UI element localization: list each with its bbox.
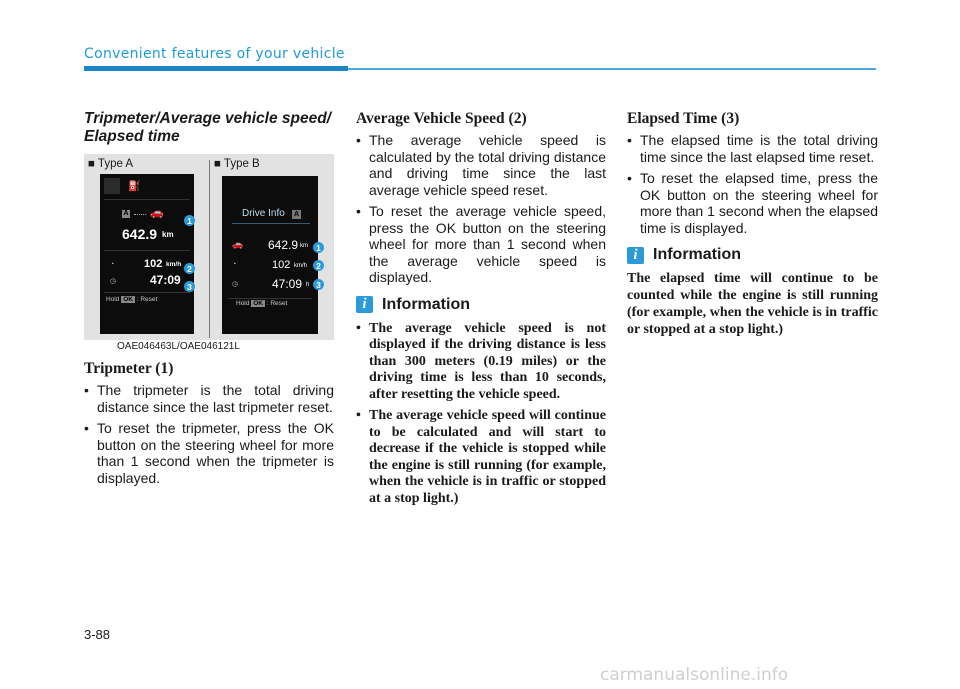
car-icon: 🚗 <box>232 239 244 249</box>
callout-badge-3: 3 <box>184 281 195 292</box>
callout-badge-2: 2 <box>313 260 324 271</box>
hold-reset-hint: Hold OK : Reset <box>236 300 288 307</box>
car-icon: 🚗 <box>150 207 164 219</box>
column-elapsed-time <box>627 110 878 338</box>
callout-badge-1: 1 <box>313 242 324 253</box>
info-icon: i <box>356 296 373 313</box>
cluster-screen-type-b <box>222 176 318 334</box>
menu-square-icon <box>104 178 120 194</box>
list-item: • To reset the elapsed time, press the OK button on the steering wheel for more than 1 second when the elapsed time is displayed. <box>627 170 878 236</box>
avg-speed-heading: Average Vehicle Speed (2) <box>356 110 527 127</box>
mode-a-indicator: A <box>293 211 300 218</box>
information-title: Information <box>382 295 470 313</box>
elapsed-time-bullet-list <box>627 132 878 236</box>
section-heading: Tripmeter/Average vehicle speed/ Elapsed time <box>84 110 331 145</box>
trip-computer-icon: ⛽ <box>128 181 141 192</box>
drive-info-title: Drive Info <box>242 208 285 219</box>
callout-badge-1: 1 <box>184 215 195 226</box>
trip-distance-value: 642.9 <box>268 238 299 252</box>
callout-badge-3: 3 <box>313 279 324 290</box>
cluster-figure <box>84 154 334 340</box>
header-rule <box>348 68 876 70</box>
information-box <box>627 246 878 264</box>
trip-distance-unit: km <box>300 243 308 249</box>
type-b-label: ■ Type B <box>214 158 260 170</box>
column-tripmeter <box>84 110 334 146</box>
ok-key: OK <box>123 296 133 303</box>
tripmeter-heading: Tripmeter (1) <box>84 360 174 377</box>
information-title: Information <box>653 246 741 263</box>
ok-key: OK <box>253 300 263 307</box>
callout-badge-2: 2 <box>184 263 195 274</box>
list-item: • The average vehicle speed will continue to be calculated and will start to decrease if the vehicle is stopped while the engine is still running (for example, when the vehicle is in traffic or stopped at a stop light.) <box>356 408 606 507</box>
hold-reset-hint: Hold OK : Reset <box>106 296 158 303</box>
header-bar <box>84 66 348 71</box>
elapsed-time-value: 47:09 <box>272 277 303 291</box>
list-item: • The average vehicle speed is calculated by the total driving distance and driving time since the last average vehicle speed reset. <box>356 132 606 198</box>
type-a-label: ■ Type A <box>88 158 134 170</box>
column-average-speed <box>356 110 606 512</box>
tripmeter-section <box>84 360 334 491</box>
section-header-title: Convenient features of your vehicle <box>84 46 345 62</box>
trip-distance-unit: km <box>162 230 174 239</box>
list-item: • To reset the average vehicle speed, press the OK button on the steering wheel for more than 1 second when the average vehicle speed is displayed. <box>356 203 606 286</box>
avg-speed-bullet-list <box>356 132 606 286</box>
elapsed-time-heading: Elapsed Time (3) <box>627 110 740 127</box>
page-number: 3-88 <box>84 627 111 642</box>
tripmeter-bullet-list <box>84 382 334 486</box>
list-item: • The tripmeter is the total driving distance since the last tripmeter reset. <box>84 382 334 415</box>
avg-speed-value: 102 <box>144 258 163 270</box>
speedometer-icon: ◔ <box>232 261 237 268</box>
clock-icon: ◷ <box>110 278 117 285</box>
elapsed-time-value: 47:09 <box>150 273 181 287</box>
list-item: • The elapsed time is the total driving time since the last elapsed time reset. <box>627 132 878 165</box>
cluster-screen-type-a <box>100 174 194 334</box>
avg-speed-unit: km/h <box>166 261 182 268</box>
information-bullet-list <box>356 321 606 508</box>
trip-distance-value: 642.9 <box>122 226 158 242</box>
speedometer-icon: ◔ <box>110 261 115 268</box>
elapsed-time-unit: h <box>306 282 310 288</box>
information-text: The elapsed time will continue to be counted while the engine is still running (for example, when the vehicle is in traffic or stopped at a stop light.) <box>627 271 878 337</box>
mode-a-indicator: A <box>123 210 129 217</box>
information-box <box>356 296 606 314</box>
watermark: carmanualsonline.info <box>600 665 789 685</box>
info-icon: i <box>627 247 644 264</box>
list-item: • To reset the tripmeter, press the OK button on the steering wheel for more than 1 second when the tripmeter is displayed. <box>84 420 334 486</box>
figure-code: OAE046463L/OAE046121L <box>117 341 240 352</box>
figure-divider <box>209 160 210 338</box>
list-item: • The average vehicle speed is not displayed if the driving distance is less than 300 meters (0.19 miles) or the driving time is less than 10 seconds, after resetting the vehicle speed. <box>356 321 606 404</box>
avg-speed-value: 102 <box>272 259 291 271</box>
avg-speed-unit: km/h <box>294 263 308 269</box>
clock-icon: ◷ <box>232 281 239 288</box>
